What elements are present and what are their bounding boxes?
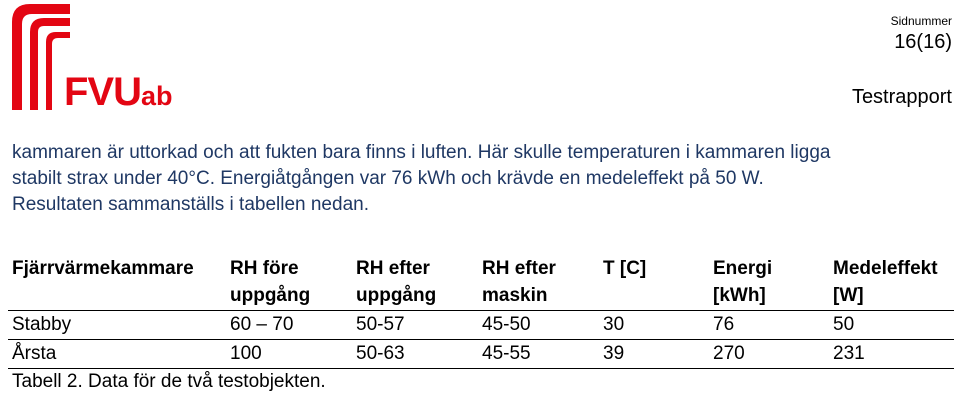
table-cell: 76 xyxy=(709,311,829,340)
company-logo xyxy=(10,2,185,112)
body-line: stabilt strax under 40°C. Energiåtgången var 76 kWh och krävde en medeleffekt på 50 W. xyxy=(12,168,764,189)
column-header: Energi [kWh] xyxy=(709,254,829,311)
table-cell: 60 – 70 xyxy=(226,311,352,340)
logo-suffix: ab xyxy=(141,81,173,111)
page-number-label: Sidnummer xyxy=(890,14,952,28)
column-header: T [C] xyxy=(599,254,709,311)
body-line: kammaren är uttorkad och att fukten bara finns i luften. Här skulle temperaturen i kammaren ligga xyxy=(12,142,831,163)
column-header: Fjärrvärmekammare xyxy=(8,254,226,311)
page-number: 16(16) xyxy=(894,31,952,53)
table-cell: 39 xyxy=(599,340,709,369)
table-cell: 45-50 xyxy=(478,311,599,340)
column-header: Medeleffekt [W] xyxy=(829,254,954,311)
table-caption: Tabell 2. Data för de två testobjekten. xyxy=(12,371,326,392)
table-cell: 45-55 xyxy=(478,340,599,369)
table-cell: Stabby xyxy=(8,311,226,340)
table-cell: 270 xyxy=(709,340,829,369)
table-cell: 50 xyxy=(829,311,954,340)
data-table xyxy=(8,254,954,369)
table-cell: Årsta xyxy=(8,340,226,369)
table-cell: 231 xyxy=(829,340,954,369)
body-line: Resultaten sammanställs i tabellen nedan. xyxy=(12,194,369,215)
column-header: RH efter maskin xyxy=(478,254,599,311)
table-cell: 50-63 xyxy=(352,340,478,369)
table-row xyxy=(8,340,954,369)
table-cell: 50-57 xyxy=(352,311,478,340)
logo-wordmark xyxy=(64,72,173,112)
column-header: RH efter uppgång xyxy=(352,254,478,311)
table-header-row xyxy=(8,254,954,311)
table-row xyxy=(8,311,954,340)
table-cell: 100 xyxy=(226,340,352,369)
column-header: RH före uppgång xyxy=(226,254,352,311)
document-type: Testrapport xyxy=(851,86,952,108)
table-cell: 30 xyxy=(599,311,709,340)
logo-text: FVU xyxy=(64,70,141,114)
body-paragraph xyxy=(12,140,952,218)
